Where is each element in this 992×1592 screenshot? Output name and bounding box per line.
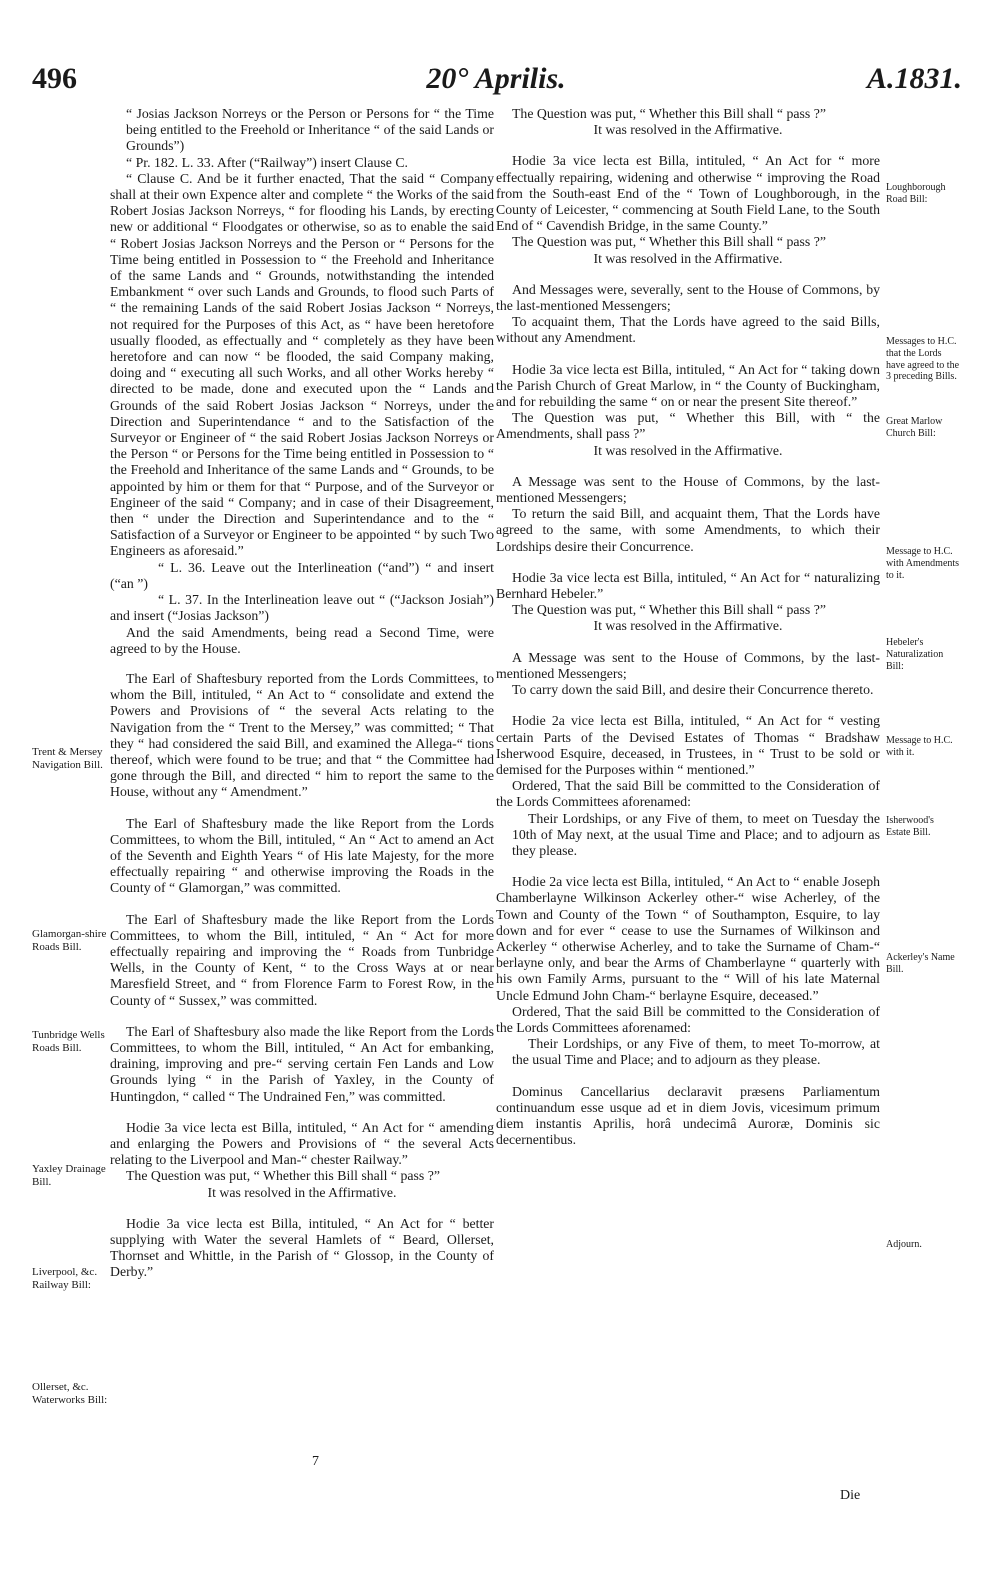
entry-text: Hodie 2a vice lecta est Billa, intituled, “ An Act for “ vesting certain Parts of the Devised Estates of Thomas “ Bradshaw Isherwood Esquire, deceased, in Trustees, in “ Trust to be sold or demised for the Purposes within “ mentioned.”	[496, 713, 880, 777]
norreys-amendments	[110, 106, 494, 657]
clause-c-text: “ Clause C. And be it further enacted, That the said “ Company shall at their own Expence alter and complete “ the Works of the said Robert Josias Jackson Norreys, “ for flooding his Lands, by erecting new or additional “ Floodgates or otherwise, so as to enable the said “ Robert Josias Jackson Norreys and the Person or “ Persons for the Time being entitled in Possession to “ the Freehold and Inheritance of the same Lands and “ Grounds, notwithstanding the intended Embankment “ over such Lands and Grounds, to flood such Parts of “ the remaining Lands of the said Robert Josias Jackson “ Norreys, not required for the Purposes of this Act, as “ have been heretofore usually flooded, as effectually and “ completely as they have been heretofore and can now “ be flooded, the said Company making, doing and “ executing all such Works, and all other Works hereby “ directed to be made, done and executed upon the “ Lands and Grounds of the said Robert Josias Jackson “ Norreys, under the Direction and Superintendance “ and to the Satisfaction of the Surveyor or Engineer of “ the said Robert Josias Jackson Norreys or the Person “ or Persons for the Time being entitled in Possession to “ the Freehold and Inheritance of the same Lands and “ Grounds, to be appointed by him or them for that “ Purpose, and of the Surveyor or Engineer of the said “ Company; and in case of their Disagreement, then “ under the Direction and Superintendance and to the “ Satisfaction of a Surveyor or Engineer to be appointed “ by such Two Engineers as aforesaid.”	[110, 170, 494, 559]
amendment-text: “ L. 37. In the Interlineation leave out “ (“Jackson Josiah”) and insert (“Josias Jackson”)	[110, 592, 494, 624]
entry-text: Hodie 2a vice lecta est Billa, intituled, “ An Act to “ enable Joseph Chamberlayne Wilkinson Ackerley other-“ wise Acherley, of the Town and County of the Town “ of Southampton, Esquire, to lay down and for ever “ cease to use the Surnames of Wilkinson and Ackerley “ otherwise Acherley, and to take the Surname of Cham-“ berlayne only, and bear the Arms of Chamberlayne “ quarterly with his own Family Arms, pursuant to the “ Will of his late Maternal Uncle Edmund John Cham-“ berlayne Esquire, deceased.”	[496, 874, 880, 1003]
entry-text: To return the said Bill, and acquaint them, That the Lords have agreed to the same, with some Amendments, to which their Lordships desire their Concurrence.	[496, 506, 880, 554]
entry-text: Hodie 3a vice lecta est Billa, intituled, “ An Act for “ amending and enlarging the Powers and Provisions of “ the several Acts relating to the Liverpool and Man-“ chester Railway.”	[110, 1119, 494, 1168]
margin-note-trent-mersey: Trent & Mersey Navigation Bill.	[32, 746, 103, 771]
margin-note-hebeler: Hebeler's Naturalization Bill:	[886, 637, 944, 672]
hebeler-entry	[496, 570, 880, 635]
liverpool-entry	[110, 1120, 494, 1201]
amendment-text: “ Pr. 182. L. 33. After (“Railway”) insert Clause C.	[126, 154, 409, 170]
preceding-question-entry	[496, 106, 880, 138]
entry-text: Hodie 3a vice lecta est Billa, intituled, “ An Act for “ more effectually repairing, widening and otherwise “ improving the Road from the South-east End of the “ Town of Loughborough, in the County of Leicester, “ commencing at South Field Lane, to the South End of “ Cavendish Bridge, in the same County.”	[496, 153, 880, 234]
glamorgan-entry	[110, 816, 494, 897]
margin-note-liverpool: Liverpool, &c. Railway Bill:	[32, 1266, 98, 1291]
entry-text: And Messages were, severally, sent to the House of Commons, by the last-mentioned Messengers;	[496, 281, 880, 314]
resolution-text: It was resolved in the Affirmative.	[593, 618, 783, 634]
question-text: The Question was put, “ Whether this Bill shall “ pass ?”	[512, 234, 826, 250]
page-year: A.1831.	[866, 62, 962, 95]
entry-text: Hodie 3a vice lecta est Billa, intituled, “ An Act for “ taking down the Parish Church of Great Marlow, in “ the County of Buckingham, and for rebuilding the same “ on or near the present Site thereof.”	[496, 361, 880, 410]
page-header	[0, 62, 992, 102]
resolution-text: It was resolved in the Affirmative.	[207, 1184, 397, 1200]
messages-entry	[496, 282, 880, 347]
trent-mersey-entry	[110, 671, 494, 801]
catchword: Die	[840, 1488, 861, 1503]
signature-mark: 7	[312, 1454, 319, 1469]
margin-note-great-marlow: Great Marlow Church Bill:	[886, 416, 943, 439]
adjournment-entry	[496, 1084, 880, 1149]
margin-note-glamorgan: Glamorgan-shire Roads Bill.	[32, 928, 107, 953]
tunbridge-entry	[110, 912, 494, 1009]
lordships-text: Their Lordships, or any Five of them, to meet on Tuesday the 10th of May next, at the usual Time and Place; and to adjourn as they please.	[512, 810, 880, 858]
entry-text: To carry down the said Bill, and desire their Concurrence thereto.	[512, 682, 874, 698]
entry-text: The Earl of Shaftesbury also made the like Report from the Lords Committees, to whom the Bill, intituled, “ An Act for embanking, draining, improving and pre-“ serving certain Fen Lands and Low Grounds lying “ in the Parish of Yaxley, in the County of Huntingdon, “ called “ The Undrained Fen,” was committed.	[110, 1023, 494, 1104]
margin-note-tunbridge: Tunbridge Wells Roads Bill.	[32, 1029, 105, 1054]
entry-text: A Message was sent to the House of Commons, by the last-mentioned Messengers;	[496, 649, 880, 681]
amendment-text: “ L. 36. Leave out the Interlineation (“and”) “ and insert (“an ”)	[110, 559, 494, 591]
margin-note-loughborough: Loughborough Road Bill:	[886, 182, 946, 205]
question-text: The Question was put, “ Whether this Bill shall “ pass ?”	[126, 1168, 440, 1184]
margin-note-ollerset: Ollerset, &c. Waterworks Bill:	[32, 1381, 108, 1406]
margin-note-isherwood: Isherwood's Estate Bill.	[886, 815, 934, 838]
great-marlow-entry	[496, 362, 880, 459]
entry-text: Hodie 3a vice lecta est Billa, intituled, “ An Act for “ better supplying with Water the several Hamlets of “ Beard, Ollerset, Thornset and Whittle, in the Parish of “ Glossop, in the County of Derby.”	[110, 1215, 494, 1280]
margin-note-ackerley: Ackerley's Name Bill.	[886, 952, 955, 975]
margin-note-message-amendments: Message to H.C. with Amendments to it.	[886, 546, 960, 581]
amendment-agreed-text: And the said Amendments, being read a Second Time, were agreed to by the House.	[110, 624, 494, 656]
adjournment-text: Dominus Cancellarius declaravit præsens Parliamentum continuandum esse usque ad et in diem Jovis, vicesimum primum diem instantis Aprilis, horâ undecimâ Auroræ, Dominis sic decernentibus.	[496, 1083, 880, 1148]
page-number: 496	[32, 62, 77, 95]
entry-text: A Message was sent to the House of Commons, by the last-mentioned Messengers;	[496, 473, 880, 506]
yaxley-entry	[110, 1024, 494, 1105]
entry-text: To acquaint them, That the Lords have agreed to the said Bills, without any Amendment.	[496, 314, 880, 346]
isherwood-entry	[496, 713, 880, 859]
loughborough-entry	[496, 153, 880, 266]
entry-text: Hodie 3a vice lecta est Billa, intituled, “ An Act for “ naturalizing Bernhard Hebeler.”	[496, 569, 880, 602]
message-amendments-entry	[496, 474, 880, 555]
lordships-text: Their Lordships, or any Five of them, to meet To-morrow, at the usual Time and Place; and to adjourn as they please.	[512, 1036, 880, 1068]
margin-note-adjourn: Adjourn.	[886, 1239, 922, 1250]
margin-note-messages-hc: Messages to H.C. that the Lords have agreed to the 3 preceding Bills.	[886, 336, 960, 383]
entry-text: The Earl of Shaftesbury reported from the Lords Committees, to whom the Bill, intituled, “ An Act to “ consolidate and extend the Powers and Provisions of “ the several Acts relating to the Navigation from the “ Trent to the Mersey,” was committed; “ That they “ had considered the said Bill, and examined the Allega-“ tions thereof, which were found to be true; and that “ the Committee had gone through the Bill, and directed “ him to report the same to the House, without any “ Amendment.”	[110, 670, 494, 800]
page-date-heading: 20° Aprilis.	[426, 62, 566, 95]
left-column	[110, 106, 494, 1296]
ordered-text: Ordered, That the said Bill be committed to the Consideration of the Lords Committees aforenamed:	[496, 778, 880, 810]
resolution-text: It was resolved in the Affirmative.	[593, 250, 783, 266]
entry-text: The Earl of Shaftesbury made the like Report from the Lords Committees, to whom the Bill, intituled, “ An “ Act to amend an Act of the Seventh and Eighth Years “ of His late Majesty, for the more effectually repairing “ and otherwise improving the Roads in the County of “ Glamorgan,” was committed.	[110, 815, 494, 896]
resolution-text: It was resolved in the Affirmative.	[593, 442, 783, 458]
question-text: The Question was put, “ Whether this Bill shall “ pass ?”	[512, 602, 826, 618]
question-text: The Question was put, “ Whether this Bill, with “ the Amendments, shall pass ?”	[496, 410, 880, 442]
entry-text: The Earl of Shaftesbury made the like Report from the Lords Committees, to whom the Bill, intituled, “ An “ Act for more effectually repairing and improving the “ Roads from Tunbridge Wells, in the County of Kent, “ to the Cross Ways at or near Maresfield Street, and “ from Florence Farm to Forest Row, in the County of “ Sussex,” was committed.	[110, 911, 494, 1008]
ordered-text: Ordered, That the said Bill be committed to the Consideration of the Lords Committees aforenamed:	[496, 1003, 880, 1035]
message-with-it-entry	[496, 650, 880, 699]
margin-note-yaxley: Yaxley Drainage Bill.	[32, 1163, 106, 1188]
ollerset-entry	[110, 1216, 494, 1281]
resolution-text: It was resolved in the Affirmative.	[593, 122, 783, 138]
right-column	[496, 106, 880, 1163]
question-text: The Question was put, “ Whether this Bill shall “ pass ?”	[512, 106, 826, 121]
margin-note-message-with-it: Message to H.C. with it.	[886, 735, 953, 758]
ackerley-entry	[496, 874, 880, 1068]
amendment-text: “ Josias Jackson Norreys or the Person or Persons for “ the Time being entitled to the Freehold or Inheritance “ of the said Lands or Grounds”)	[126, 106, 494, 154]
